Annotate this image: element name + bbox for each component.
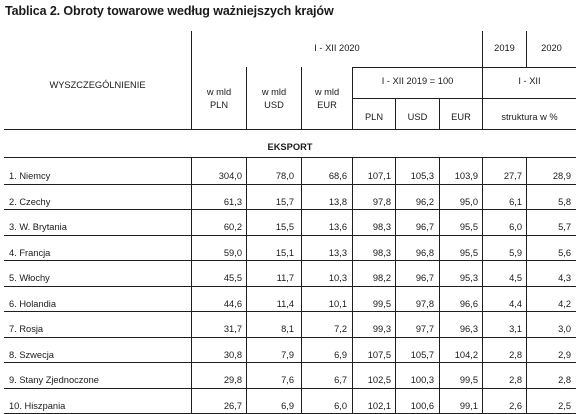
value-cell: 15,1 xyxy=(275,248,294,258)
divider xyxy=(4,388,576,389)
value-cell: 98,2 xyxy=(372,273,391,283)
value-cell: 11,7 xyxy=(276,273,294,283)
value-cell: 44,6 xyxy=(223,299,242,309)
value-cell: 78,0 xyxy=(275,171,294,181)
value-cell: 96,7 xyxy=(415,273,434,283)
country-name: 9. Stany Zjednoczone xyxy=(9,375,99,385)
value-cell: 6,9 xyxy=(281,401,294,411)
value-cell: 10,1 xyxy=(328,299,347,309)
country-name: 7. Rosja xyxy=(9,324,44,334)
divider xyxy=(4,235,576,236)
value-cell: 4,3 xyxy=(558,273,571,283)
value-cell: 99,5 xyxy=(459,375,478,385)
value-cell: 107,5 xyxy=(367,350,391,360)
index-header: I - XII 2019 = 100 xyxy=(381,76,454,86)
value-cell: 6,0 xyxy=(334,401,347,411)
value-cell: 8,1 xyxy=(281,324,294,334)
value-cell: 2,6 xyxy=(509,401,522,411)
value-cell: 7,2 xyxy=(334,324,347,334)
divider xyxy=(4,362,576,363)
value-cell: 29,8 xyxy=(223,375,242,385)
divider xyxy=(4,129,576,130)
value-cell: 13,6 xyxy=(328,222,347,232)
value-cell: 103,9 xyxy=(454,171,478,181)
value-cell: 3,0 xyxy=(558,324,571,334)
divider xyxy=(352,98,576,99)
value-cell: 105,3 xyxy=(410,171,434,181)
divider xyxy=(4,337,576,338)
value-cell: 6,7 xyxy=(334,375,347,385)
value-cell: 5,9 xyxy=(509,248,522,258)
value-cell: 304,0 xyxy=(218,171,242,181)
value-cell: 7,9 xyxy=(281,350,294,360)
year-2019-header: 2019 xyxy=(494,43,515,53)
country-name: 5. Włochy xyxy=(9,273,50,283)
value-cell: 59,0 xyxy=(223,248,242,258)
divider xyxy=(4,311,576,312)
divider xyxy=(4,209,576,210)
value-cell: 11,4 xyxy=(276,299,294,309)
value-cell: 97,8 xyxy=(372,197,391,207)
value-cell: 100,6 xyxy=(410,401,434,411)
divider xyxy=(246,67,247,129)
divider xyxy=(352,67,576,68)
value-cell: 104,2 xyxy=(454,350,478,360)
col-usd-header-line1: w mld xyxy=(261,87,287,97)
table-title: Tablica 2. Obroty towarowe według ważniejszych krajów xyxy=(5,4,334,18)
country-name: 3. W. Brytania xyxy=(9,222,67,232)
col-usd-header-line2: USD xyxy=(264,100,284,110)
value-cell: 105,7 xyxy=(410,350,434,360)
value-cell: 60,2 xyxy=(223,222,242,232)
value-cell: 96,7 xyxy=(415,222,434,232)
value-cell: 6,9 xyxy=(334,350,347,360)
section-export-label: EKSPORT xyxy=(267,142,313,152)
value-cell: 95,0 xyxy=(459,197,478,207)
value-cell: 95,5 xyxy=(459,248,478,258)
structure-period-header: I - XII xyxy=(518,76,541,86)
divider xyxy=(4,157,576,158)
value-cell: 3,1 xyxy=(509,324,522,334)
value-cell: 102,1 xyxy=(367,401,391,411)
period-2020-header: I - XII 2020 xyxy=(314,43,360,53)
row-label-header: WYSZCZEGÓLNIENIE xyxy=(49,80,146,90)
value-cell: 61,3 xyxy=(223,197,242,207)
value-cell: 2,8 xyxy=(558,375,571,385)
value-cell: 4,4 xyxy=(509,299,522,309)
value-cell: 96,2 xyxy=(415,197,434,207)
value-cell: 13,8 xyxy=(328,197,347,207)
value-cell: 68,6 xyxy=(328,171,347,181)
value-cell: 99,1 xyxy=(459,401,478,411)
value-cell: 15,5 xyxy=(275,222,294,232)
value-cell: 13,3 xyxy=(328,248,347,258)
country-name: 6. Holandia xyxy=(9,299,57,309)
value-cell: 99,5 xyxy=(372,299,391,309)
country-name: 10. Hiszpania xyxy=(9,401,66,411)
value-cell: 2,5 xyxy=(558,401,571,411)
divider xyxy=(4,260,576,261)
col-pln-header-line1: w mld xyxy=(206,87,232,97)
value-cell: 97,8 xyxy=(415,299,434,309)
value-cell: 107,1 xyxy=(367,171,391,181)
value-cell: 98,3 xyxy=(372,222,391,232)
value-cell: 2,8 xyxy=(509,375,522,385)
value-cell: 96,3 xyxy=(459,324,478,334)
value-cell: 98,3 xyxy=(372,248,391,258)
value-cell: 96,8 xyxy=(415,248,434,258)
index-usd-header: USD xyxy=(407,112,428,122)
value-cell: 30,8 xyxy=(223,350,242,360)
value-cell: 2,8 xyxy=(509,350,522,360)
value-cell: 5,8 xyxy=(558,197,571,207)
divider xyxy=(4,184,576,185)
value-cell: 100,3 xyxy=(410,375,434,385)
country-name: 4. Francja xyxy=(9,248,51,258)
value-cell: 95,3 xyxy=(459,273,478,283)
value-cell: 27,7 xyxy=(503,171,522,181)
value-cell: 26,7 xyxy=(223,401,242,411)
value-cell: 6,0 xyxy=(509,222,522,232)
value-cell: 31,7 xyxy=(223,324,242,334)
value-cell: 7,6 xyxy=(281,375,294,385)
country-name: 1. Niemcy xyxy=(9,171,51,181)
trade-table xyxy=(4,31,576,414)
value-cell: 4,2 xyxy=(558,299,571,309)
index-eur-header: EUR xyxy=(451,112,471,122)
divider xyxy=(301,67,302,129)
value-cell: 95,5 xyxy=(459,222,478,232)
value-cell: 5,7 xyxy=(558,222,571,232)
value-cell: 45,5 xyxy=(223,273,242,283)
value-cell: 5,6 xyxy=(558,248,571,258)
country-name: 2. Czechy xyxy=(9,197,51,207)
value-cell: 96,6 xyxy=(459,299,478,309)
value-cell: 102,5 xyxy=(367,375,391,385)
country-name: 8. Szwecja xyxy=(9,350,54,360)
value-cell: 99,3 xyxy=(372,324,391,334)
value-cell: 10,3 xyxy=(328,273,347,283)
value-cell: 6,1 xyxy=(509,197,522,207)
value-cell: 4,5 xyxy=(509,273,522,283)
year-2020-header: 2020 xyxy=(541,43,562,53)
col-eur-header-line2: EUR xyxy=(317,100,337,110)
index-pln-header: PLN xyxy=(364,112,384,122)
divider xyxy=(4,286,576,287)
col-eur-header-line1: w mld xyxy=(314,87,340,97)
value-cell: 2,9 xyxy=(558,350,571,360)
value-cell: 15,7 xyxy=(275,197,294,207)
structure-header: struktura w % xyxy=(501,112,558,122)
value-cell: 97,7 xyxy=(415,324,434,334)
value-cell: 28,9 xyxy=(552,171,571,181)
col-pln-header-line2: PLN xyxy=(209,100,229,110)
